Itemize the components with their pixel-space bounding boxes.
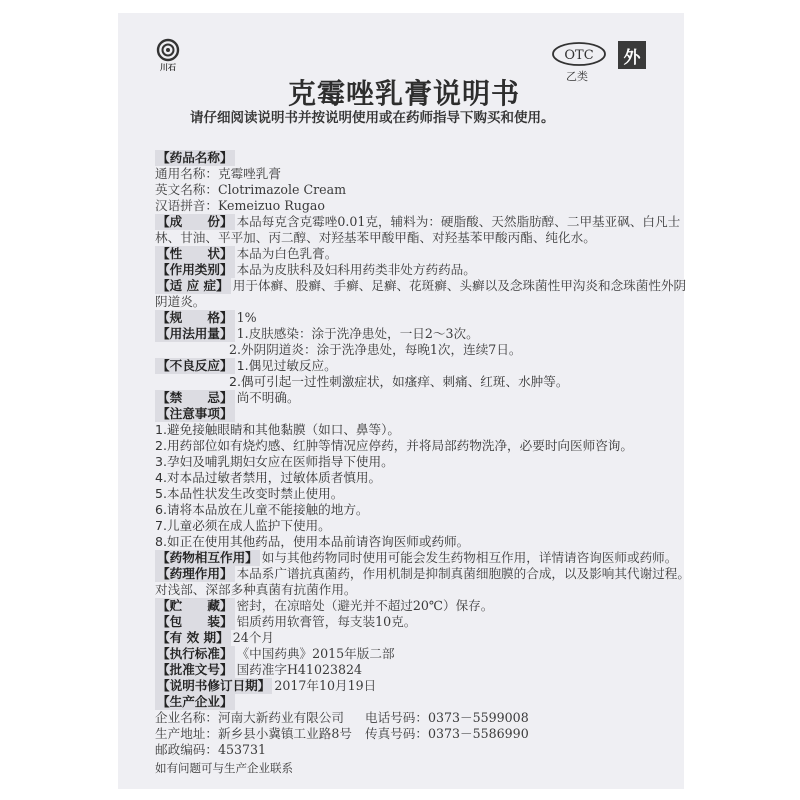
section-spec [155,310,257,326]
section-pharmacology [155,566,690,582]
indications-cont: 阴道炎。 [155,294,206,309]
page-title: 克霉唑乳膏说明书 [287,77,520,110]
section-text: 如与其他药物同时使用可能会发生药物相互作用，详情请咨询医师或药师。 [261,550,678,565]
english-name: 英文名称：Clotrimazole Cream [155,182,347,197]
list-item: 2.用药部位如有烧灼感、红肿等情况应停药，并将局部药物洗净，必要时向医师咨询。 [155,438,633,453]
company-phone: 电话号码：0373－5599008 [365,710,529,725]
section-drug-name [155,150,237,166]
pinyin-name: 汉语拼音：Kemeizuo Rugao [155,198,325,213]
dosage-line-2: 2.外阴阴道炎：涂于洗净患处，每晚1次，连续7日。 [229,342,522,357]
list-item: 5.本品性状发生改变时禁止使用。 [155,486,344,501]
otc-class-label: 乙类 [566,70,588,83]
list-item: 4.对本品过敏者禁用，过敏体质者慎用。 [155,470,382,485]
section-label: 【规 格】 [157,310,233,325]
section-text: 用于体癣、股癣、手癣、足癣、花斑癣、头癣以及念珠菌性甲沟炎和念珠菌性外阴 [232,278,687,293]
page-subtitle: 请仔细阅读说明书并按说明使用或在药师指导下购买和使用。 [190,110,555,126]
list-item: 6.请将本品放在儿童不能接触的地方。 [155,502,369,517]
list-item: 8.如正在使用其他药品，使用本品前请咨询医师或药师。 [155,534,470,549]
pharmacology-cont: 对浅部、深部多种真菌有抗菌作用。 [155,582,357,597]
section-label: 【作用类别】 [157,262,233,277]
section-label: 【有 效 期】 [157,630,229,645]
adverse-line-2: 2.偶可引起一过性刺激症状，如瘙痒、刺痛、红斑、水肿等。 [229,374,569,389]
section-label: 【药品名称】 [157,150,233,165]
section-revision-date [155,678,376,694]
section-storage [155,598,493,614]
section-label: 【成 份】 [157,214,233,229]
section-text: 密封，在凉暗处（避光并不超过20℃）保存。 [236,598,494,613]
external-use-badge: 外 [618,41,646,69]
section-indications [155,278,686,294]
section-interactions [155,550,677,566]
section-label: 【不良反应】 [157,358,233,373]
section-text: 2017年10月19日 [274,678,377,693]
section-text: 1.皮肤感染：涂于洗净患处，一日2～3次。 [236,326,479,341]
section-contraindications [155,390,300,406]
section-text: 《中国药典》2015年版二部 [236,646,395,661]
section-text: 1.偶见过敏反应。 [236,358,337,373]
section-text: 国药准字H41023824 [236,662,363,677]
company-address: 生产地址：新乡县小冀镇工业路8号 [155,726,352,741]
section-text: 铝质药用软膏管，每支装10克。 [236,614,417,629]
section-dosage [155,326,479,342]
section-label: 【包 装】 [157,614,233,629]
section-label: 【药物相互作用】 [157,550,258,565]
company-row-2 [155,726,529,742]
logo-text: 川石 [160,63,176,72]
section-ingredients [155,214,680,230]
company-name: 企业名称：河南大新药业有限公司 [155,710,344,725]
list-item: 7.儿童必须在成人监护下使用。 [155,518,331,533]
company-row-1 [155,710,529,726]
company-logo-icon [148,38,188,72]
section-validity [155,630,274,646]
section-company [155,694,237,710]
common-name: 通用名称：克霉唑乳膏 [155,166,281,181]
section-label: 【用法用量】 [157,326,233,341]
section-label: 【药理作用】 [157,566,233,581]
section-label: 【执行标准】 [157,646,233,661]
section-label: 【生产企业】 [157,694,233,709]
section-text: 本品系广谱抗真菌药，作用机制是抑制真菌细胞膜的合成，以及影响其代谢过程。 [236,566,690,581]
section-text: 尚不明确。 [236,390,300,405]
section-label: 【注意事项】 [157,406,233,421]
section-appearance [155,246,337,262]
list-item: 3.孕妇及哺乳期妇女应在医师指导下使用。 [155,454,394,469]
section-precautions [155,406,237,422]
section-text: 本品为皮肤科及妇科用药类非处方药药品。 [236,262,476,277]
otc-badge [551,41,607,67]
section-adverse [155,358,337,374]
list-item: 1.避免接触眼睛和其他黏膜（如口、鼻等）。 [155,422,400,437]
section-label: 【禁 忌】 [157,390,233,405]
section-label: 【适 应 症】 [157,278,229,293]
footer-note: 如有问题可与生产企业联系 [155,761,293,775]
section-category [155,262,476,278]
company-fax: 传真号码：0373－5586990 [365,726,529,741]
section-standard [155,646,395,662]
ingredients-cont: 林、甘油、平平加、丙二醇、对羟基苯甲酸甲酯、对羟基苯甲酸丙酯、纯化水。 [155,230,596,245]
section-label: 【贮 藏】 [157,598,233,613]
section-approval [155,662,362,678]
section-text: 1% [236,310,257,325]
section-text: 24个月 [232,630,274,645]
section-text: 本品为白色乳膏。 [236,246,338,261]
company-postcode: 邮政编码：453731 [155,742,267,757]
otc-text: OTC [564,48,594,63]
section-label: 【说明书修订日期】 [157,678,271,693]
section-label: 【性 状】 [157,246,233,261]
section-label: 【批准文号】 [157,662,233,677]
section-text: 本品每克含克霉唑0.01克，辅料为：硬脂酸、天然脂肪醇、二甲基亚砜、白凡士 [236,214,681,229]
section-package [155,614,416,630]
